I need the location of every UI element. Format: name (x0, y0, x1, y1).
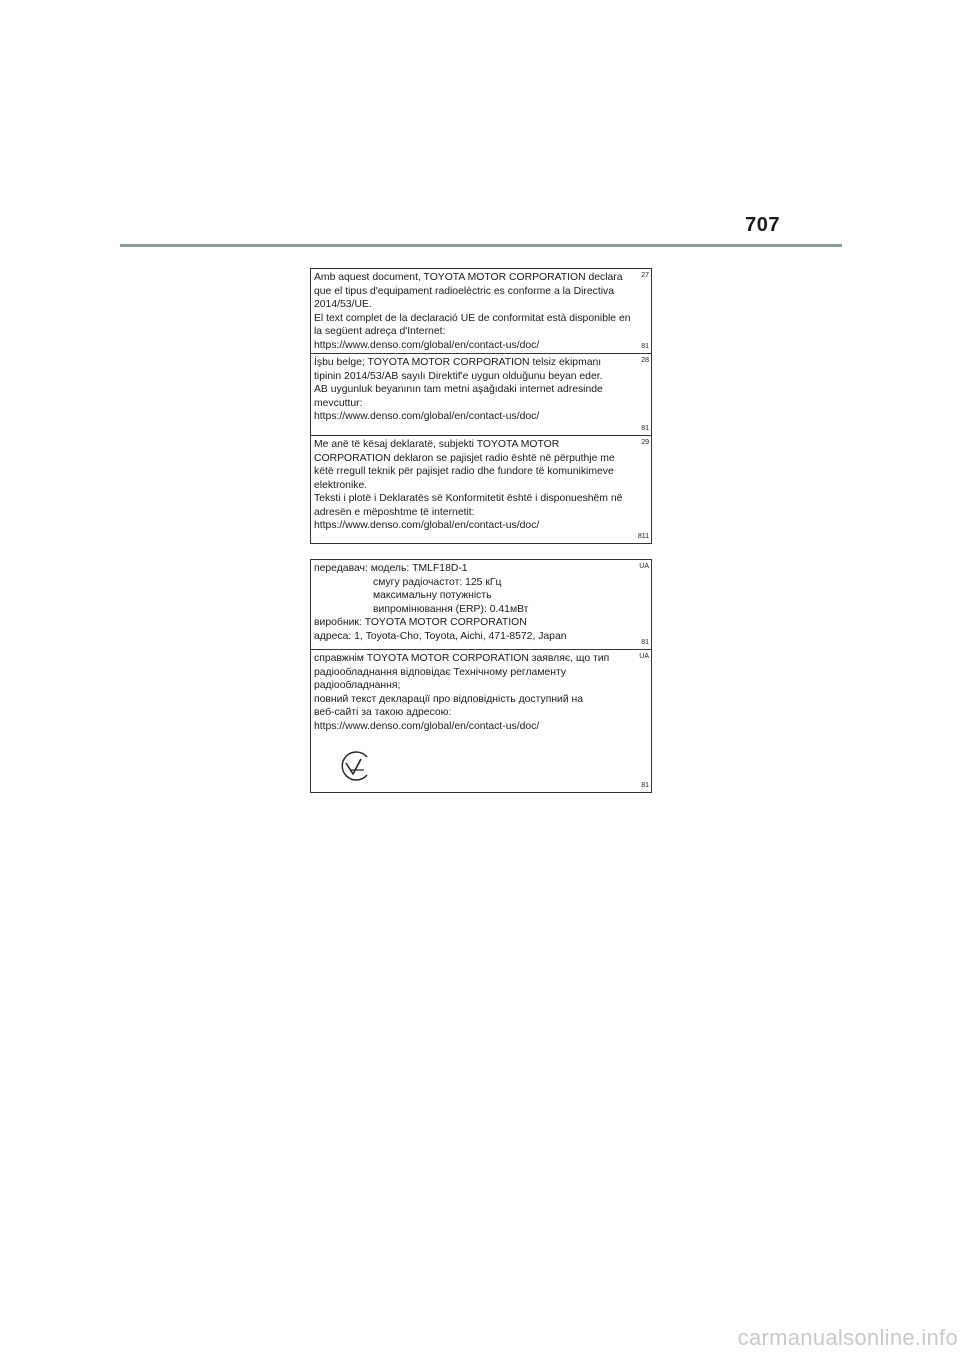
text-line: адреса: 1, Toyota-Cho, Toyota, Aichi, 471-8572, Japan (314, 630, 567, 642)
text-line: tipinin 2014/53/AB sayılı Direktif'e uygun olduğunu beyan eder. (314, 370, 603, 382)
text-line: elektronike. (314, 479, 368, 491)
text-line: AB uygunluk beyanının tam metni aşağıdaki internet adresinde (314, 384, 603, 395)
text-line: İşbu belge; TOYOTA MOTOR CORPORATION telsiz ekipmanı (314, 357, 602, 368)
text-line: повний текст декларації про відповідність доступний на (314, 693, 584, 705)
text-line: максимальну потужність (373, 590, 492, 601)
header-rule (120, 244, 842, 247)
text-line: Teksti i plotë i Deklaratës së Konformitetit është i disponueshëm në (314, 493, 623, 504)
text-line: https://www.denso.com/global/en/contact-us/doc/ (314, 339, 540, 351)
code-tag: 29 (641, 439, 649, 446)
text-line: радіообладнання відповідає Технічному регламенту (314, 666, 567, 678)
text-line: que el tipus d'equipament radioelèctric es conforme a la Directiva (314, 285, 615, 297)
text-line: випромінювання (ERP): 0.41мВт (373, 603, 529, 615)
declaration-albanian (311, 436, 651, 543)
declaration-turkish (311, 354, 651, 436)
ukraine-conformity-mark-icon (337, 748, 373, 784)
code-foot: 811 (637, 533, 649, 540)
text-line: смугу радіочастот: 125 кГц (373, 576, 502, 588)
text-line: передавач: модель: TMLF18D-1 (314, 563, 468, 574)
text-line: https://www.denso.com/global/en/contact-us/doc/ (314, 411, 540, 422)
code-foot: 81 (641, 782, 649, 789)
text-line: виробник: TOYOTA MOTOR CORPORATION (314, 617, 527, 628)
code-tag: UA (639, 563, 649, 570)
text-line: El text complet de la declaració UE de conformitat està disponible en (314, 312, 631, 324)
text-line: веб-сайті за такою адресою: (314, 707, 452, 718)
declaration-block-ua (310, 559, 652, 793)
text-line: Amb aquest document, TOYOTA MOTOR CORPORATION declara (314, 272, 623, 283)
text-line: https://www.denso.com/global/en/contact-us/doc/ (314, 720, 540, 732)
code-tag: 27 (641, 272, 649, 279)
text-line: CORPORATION deklaron se pajisjet radio është në përputhje me (314, 452, 615, 464)
code-foot: 81 (641, 425, 649, 432)
text-line: 2014/53/UE. (314, 299, 372, 310)
text-line: këtë rregull teknik për pajisjet radio dhe fundore të komunikimeve (314, 466, 614, 477)
watermark-text: carmanualsonline.info (737, 1325, 958, 1350)
declaration-catalan (311, 269, 651, 354)
code-foot: 81 (641, 639, 649, 646)
text-line: la següent adreça d'Internet: (314, 326, 446, 337)
code-tag: 28 (641, 357, 649, 364)
text-line: Me anë të kësaj deklaratë, subjekti TOYOTA MOTOR (314, 439, 560, 450)
text-line: adresën e mëposhtme të internetit: (314, 506, 475, 518)
text-line: справжнім TOYOTA MOTOR CORPORATION заявляє, що тип (314, 653, 610, 664)
text-line: радіообладнання; (314, 680, 401, 691)
code-tag: UA (639, 653, 649, 660)
transmitter-spec-ua (311, 560, 651, 650)
text-line: https://www.denso.com/global/en/contact-us/doc/ (314, 520, 540, 531)
code-foot: 81 (641, 343, 649, 350)
text-line: mevcuttur: (314, 397, 363, 409)
declaration-ukrainian (311, 650, 651, 792)
declaration-block-eu (310, 268, 652, 544)
page-number: 707 (745, 214, 780, 236)
